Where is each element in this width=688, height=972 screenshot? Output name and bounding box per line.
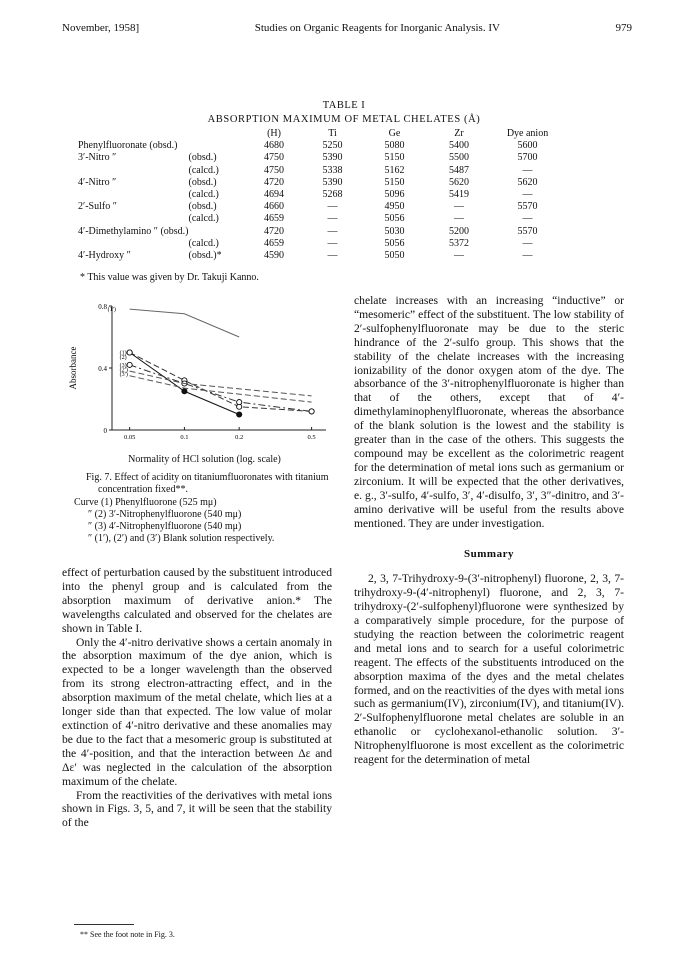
table-title: TABLE I — [322, 100, 366, 111]
table-cell: 5570 — [517, 225, 538, 237]
x-tick-label: 0.1 — [180, 434, 189, 441]
table-cell: 5056 — [384, 213, 405, 225]
table-row — [78, 189, 563, 201]
table-row — [78, 177, 563, 189]
table-cell: (calcd.) — [188, 164, 219, 176]
y-tick-label: 0.4 — [98, 365, 107, 373]
table-cell: 5268 — [322, 189, 343, 201]
table-cell: 3′-Nitro ″ — [78, 152, 117, 164]
table-cell: 5620 — [449, 176, 470, 188]
table-cell: 4590 — [264, 250, 285, 262]
table-row — [78, 152, 563, 164]
table-cell: 5338 — [322, 164, 343, 176]
table-cell: — — [522, 250, 533, 262]
table-cell: (obsd.) — [188, 152, 217, 164]
paragraph: Only the 4′-nitro derivative shows a certain anomaly in the absorption maximum of the dye anion, which is expected to be a longer wavelength than the observed from its strong electron-attracting effect, and in the absorption maximum of the metal chelate, which lies at a longer side than that expected. The low value of molar extinction of 4′-nitro derivative and these anomalies may be due to the fact that a mesomeric group is substituted at the 4′-position, and that the interaction between Δε and Δε′ was neglected in the calculation of the absorption maximum of the chelate. — [62, 635, 332, 788]
table-cell: (calcd.) — [188, 213, 219, 225]
figure-curve-4: ″ (1′), (2′) and (3′) Blank solution respectively. — [88, 533, 275, 544]
table-cell: — — [454, 250, 465, 262]
table-row — [78, 250, 563, 262]
table-cell: 4680 — [264, 140, 285, 152]
table-cell: 5050 — [384, 250, 405, 262]
table-cell: (calcd.) — [188, 189, 219, 201]
table-row — [78, 226, 563, 238]
summary-heading: Summary — [464, 548, 514, 561]
table-cell: 5250 — [322, 140, 343, 152]
table-cell: 4750 — [264, 152, 285, 164]
table-header-cell: Zr — [454, 128, 464, 139]
table-cell: (calcd.) — [188, 237, 219, 249]
absorption-table — [78, 128, 563, 262]
table-cell: 5080 — [384, 140, 405, 152]
data-point — [237, 400, 242, 405]
table-cell: 5372 — [449, 237, 470, 249]
paragraph: From the reactivities of the derivatives with metal ions shown in Figs. 3, 5, and 7, it will be seen that the stability of the — [62, 788, 332, 830]
table-header-cell: Ti — [328, 128, 337, 139]
table-cell: 4′-Nitro ″ — [78, 176, 117, 188]
x-tick-label: 0.5 — [307, 434, 316, 441]
table-cell: 5400 — [449, 140, 470, 152]
table-footnote: * This value was given by Dr. Takuji Kanno. — [80, 272, 259, 283]
table-header-cell: Ge — [388, 128, 401, 139]
table-cell: — — [327, 225, 338, 237]
table-cell: 4′-Dimethylamino ″ (obsd.) — [78, 225, 189, 237]
series-line — [130, 309, 240, 337]
table-cell: 4720 — [264, 225, 285, 237]
table-cell — [189, 140, 247, 152]
table-cell: 5487 — [449, 164, 470, 176]
table-cell: 5600 — [517, 140, 538, 152]
table-cell: — — [522, 189, 533, 201]
table-cell: 5390 — [322, 152, 343, 164]
table-cell: 5620 — [517, 176, 538, 188]
page-footnote: ** See the foot note in Fig. 3. — [80, 930, 175, 939]
table-cell: 5150 — [384, 176, 405, 188]
table-header-cell: (H) — [267, 128, 281, 139]
series-label: (2) — [119, 355, 127, 362]
table-cell: 4′-Hydroxy ″ — [78, 250, 131, 262]
table-cell: 5200 — [449, 225, 470, 237]
paragraph: effect of perturbation caused by the substituent introduced into the phenyl group and is calculated from the absorption maximum of derivative anion.* The wavelengths calculated and observed for the chelates are shown in Table I. — [62, 566, 332, 635]
fig7-chart — [62, 298, 344, 448]
table-row — [78, 213, 563, 225]
table-header-cell — [189, 128, 247, 140]
figure-title: Fig. 7. Effect of acidity on titaniumfluoronates with titanium concentration fixed**. — [86, 472, 329, 495]
running-header — [62, 22, 632, 34]
table-cell: 5150 — [384, 152, 405, 164]
table-cell: — — [327, 250, 338, 262]
table-cell: — — [454, 213, 465, 225]
table-cell — [189, 226, 247, 238]
y-tick-label: 0.8 — [98, 303, 107, 311]
table-cell: — — [522, 237, 533, 249]
series-label: (3′) — [119, 372, 128, 379]
table-cell: 5096 — [384, 189, 405, 201]
table-cell: — — [327, 213, 338, 225]
y-tick-label: 0 — [103, 427, 107, 435]
table-header-row — [78, 128, 563, 140]
page-number: 979 — [615, 22, 632, 34]
table-row — [78, 140, 563, 152]
series-label: (1) — [119, 350, 127, 357]
table-cell: 5390 — [322, 176, 343, 188]
data-point — [127, 350, 132, 355]
table-cell: — — [327, 201, 338, 213]
table-cell: Phenylfluoronate (obsd.) — [78, 140, 178, 152]
table-cell: 5030 — [384, 225, 405, 237]
table-cell — [78, 238, 189, 250]
table-cell: 4694 — [264, 189, 285, 201]
paragraph: chelate increases with an increasing “inductive” or “mesomeric” effect of the substituent. The low stability of 2′-sulfophenylfluoronate may be due to the steric hindrance of the 2′-sulfo group. This shows that the stability of the chelate increases with the increasing ionizability of the donor oxygen atom of the dye. The absorbance of the 3′-nitrophenylfluoronate is higher than that of the others, except that of 4′-dimethylaminophenylfluoronate, whereas the absorbance of the blank solution is the lowest and the stability is greater than in the case of the others. This suggests the compound may be excellent as the colorimetric reagent for the determination of metal ions such as germanium or zirconium. It will be expected that the other derivatives, e. g., 3′-sulfo, 4′-sulfo, 3′, 4′-disulfo, 3′, 3″-dinitro, and 3′-amino derivative will be useful from the results above mentioned. They are under investigation. — [354, 294, 624, 530]
figure-curve-2: ″ (2) 3′-Nitrophenylfluorone (540 mμ) — [88, 509, 242, 520]
table-header-cell — [78, 128, 189, 140]
table-cell: 4660 — [264, 201, 285, 213]
header-title: Studies on Organic Reagents for Inorganic Analysis. IV — [254, 22, 500, 34]
table-cell: 5162 — [384, 164, 405, 176]
table-cell: 5056 — [384, 237, 405, 249]
footnote-rule — [74, 924, 134, 925]
table-row — [78, 165, 563, 177]
table-cell: — — [327, 237, 338, 249]
table-cell: (obsd.) — [188, 201, 217, 213]
table-cell: — — [522, 213, 533, 225]
table-cell: — — [522, 164, 533, 176]
table-cell: 2′-Sulfo ″ — [78, 201, 117, 213]
figure-curve-3: ″ (3) 4′-Nitrophenylfluorone (540 mμ) — [88, 521, 242, 532]
table-cell: (obsd.)* — [188, 250, 222, 262]
figure-axis-caption: Normality of HCl solution (log. scale) — [128, 454, 281, 465]
table-cell: 4659 — [264, 237, 285, 249]
table-row — [78, 238, 563, 250]
table-caption: ABSORPTION MAXIMUM OF METAL CHELATES (Å) — [207, 114, 481, 125]
x-tick-label: 0.05 — [123, 434, 136, 441]
data-point — [309, 409, 314, 414]
table-cell — [78, 189, 189, 201]
table-cell: 4659 — [264, 213, 285, 225]
data-point — [237, 412, 242, 417]
figure-curve-1: Curve (1) Phenylfluorone (525 mμ) — [74, 497, 217, 508]
table-cell: — — [454, 201, 465, 213]
table-cell — [78, 213, 189, 225]
table-header-cell: Dye anion — [506, 128, 549, 139]
data-point — [182, 389, 187, 394]
right-column — [354, 294, 624, 767]
table-cell: 5570 — [517, 201, 538, 213]
summary-text: 2, 3, 7-Trihydroxy-9-(3′-nitrophenyl) fluorone, 2, 3, 7-trihydroxy-9-(4′-nitrophenyl) fluorone, and 2, 3, 7-trihydroxy-(2′-sulfophenyl)fluorone were synthesized by a comparatively simple procedure, for the purpose of studying the reaction between the colorimetric reagent and metal ions and to search for a useful colorimetric reagent. The effects of the substituents introduced on the absorption maxima of the dyes and the metal chelates formed, and on the reactivities of the dyes with metal ions such as germanium(IV), zirconium(IV), and titanium(IV). 2′-Sulfophenylfluorone metal chelates are soluble in an ethanolic or cyclohexanol-ethanolic solution. 3′-Nitrophenylfluorone is most excellent as the colorimetric reagent for the determination of metal — [354, 572, 624, 767]
table-cell — [78, 165, 189, 177]
table-cell: 5419 — [449, 189, 470, 201]
table-row — [78, 201, 563, 213]
table-cell: 5700 — [517, 152, 538, 164]
table-cell: 4950 — [384, 201, 405, 213]
header-date: November, 1958] — [62, 22, 140, 34]
x-tick-label: 0.2 — [235, 434, 244, 441]
table-cell: 4720 — [264, 176, 285, 188]
left-column — [62, 566, 332, 830]
table-cell: 5500 — [449, 152, 470, 164]
table-cell: 4750 — [264, 164, 285, 176]
series-label: (3) — [119, 362, 127, 369]
y-axis-label: Absorbance — [68, 346, 78, 390]
series-label: (2′) — [119, 367, 128, 374]
series-label: (1′) — [107, 307, 116, 314]
table-cell: (obsd.) — [188, 176, 217, 188]
